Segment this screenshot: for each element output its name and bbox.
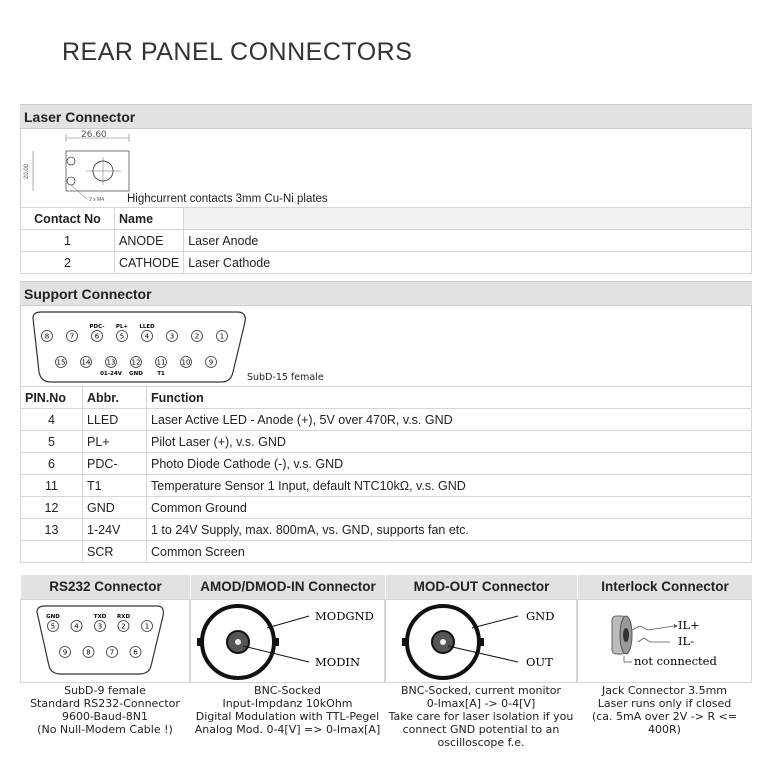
pin-number: 4 <box>144 332 150 341</box>
dim-hole-label: 2 x M4 <box>89 197 105 203</box>
pin-tag: TXD <box>93 614 107 620</box>
col-abbr: Abbr. <box>83 387 147 409</box>
modout-description: BNC-Socked, current monitor 0-Imax[A] -> 0-4[V] Take care for laser isolation if you connect GND potential to an oscilloscope f.e. <box>388 684 574 749</box>
pin-number: 3 <box>97 622 103 631</box>
bnc-modout-drawing <box>386 600 578 684</box>
pin-number: 6 <box>133 648 138 657</box>
support-pin-table <box>20 386 752 563</box>
table-row: 12 GND Common Ground <box>21 497 752 519</box>
amod-label-top: MODGND <box>315 609 374 623</box>
table-row: 6 PDC- Photo Diode Cathode (-), v.s. GND <box>21 453 752 475</box>
table-row: 11 T1 Temperature Sensor 1 Input, default NTC10kΩ, v.s. GND <box>21 475 752 497</box>
pin-number: 13 <box>106 358 116 367</box>
pin-tag: T1 <box>157 371 165 377</box>
col-pin-no: PIN.No <box>21 387 83 409</box>
laser-contacts-note: Highcurrent contacts 3mm Cu-Ni plates <box>127 193 328 205</box>
amod-heading: AMOD/DMOD-IN Connector <box>190 575 385 599</box>
col-contact-no: Contact No <box>21 208 115 230</box>
pin-number: 7 <box>109 648 115 657</box>
pin-number: 8 <box>44 332 50 341</box>
laser-contact-table <box>20 207 752 274</box>
rs232-heading: RS232 Connector <box>20 575 190 599</box>
pin-number: 15 <box>56 358 66 367</box>
subd15-label: SubD-15 female <box>247 372 324 383</box>
rs232-description: SubD-9 female Standard RS232-Connector 9600-Baud-8N1 (No Null-Modem Cable !) <box>30 684 180 736</box>
table-row: 13 1-24V 1 to 24V Supply, max. 800mA, vs. GND, supports fan etc. <box>21 519 752 541</box>
pin-tag: RXD <box>116 614 131 620</box>
jack-drawing <box>578 600 753 684</box>
pin-number: 2 <box>121 622 126 631</box>
dim-width-label: 26.60 <box>81 130 107 140</box>
interlock-diagram-box <box>577 599 752 683</box>
pin-tag: 01-24V <box>100 371 122 377</box>
pin-number: 1 <box>219 332 225 341</box>
modout-diagram-box <box>385 599 577 683</box>
laser-connector-diagram-box <box>20 128 752 208</box>
subd9-drawing <box>31 602 191 684</box>
pin-number: 12 <box>131 358 141 367</box>
pin-tag: PDC- <box>89 324 105 330</box>
interlock-description: Jack Connector 3.5mm Laser runs only if closed (ca. 5mA over 2V -> R <= 400R) <box>591 684 738 736</box>
amod-label-bottom: MODIN <box>315 655 361 669</box>
pin-tag: PL+ <box>115 324 129 330</box>
col-name: Name <box>115 208 184 230</box>
pin-number: 11 <box>156 358 166 367</box>
pin-number: 5 <box>119 332 125 341</box>
pin-number: 1 <box>144 622 150 631</box>
modout-label-bottom: OUT <box>526 655 553 669</box>
pin-number: 6 <box>94 332 100 341</box>
col-function: Function <box>147 387 752 409</box>
amod-description: BNC-Socked Input-Impdanz 10kOhm Digital Modulation with TTL-Pegel Analog Mod. 0-4[V] => 0-Imax[A] <box>194 684 381 736</box>
pin-number: 4 <box>74 622 79 631</box>
amod-diagram-box <box>190 599 385 683</box>
table-row: 2 CATHODE Laser Cathode <box>21 252 752 274</box>
interlock-label-nc: not connected <box>634 654 717 668</box>
table-row: 4 LLED Laser Active LED - Anode (+), 5V over 470R, v.s. GND <box>21 409 752 431</box>
pin-number: 5 <box>50 622 56 631</box>
page-title: REAR PANEL CONNECTORS <box>62 38 413 66</box>
table-row: 1 ANODE Laser Anode <box>21 230 752 252</box>
table-row: SCR Common Screen <box>21 541 752 563</box>
laser-connector-heading: Laser Connector <box>20 104 752 128</box>
interlock-label-il-plus: IL+ <box>678 618 700 632</box>
pin-number: 9 <box>62 648 68 657</box>
support-connector-diagram-box <box>20 305 752 387</box>
interlock-heading: Interlock Connector <box>577 575 752 599</box>
pin-tag: LLED <box>139 324 155 330</box>
pin-number: 8 <box>86 648 91 657</box>
modout-label-top: GND <box>526 609 555 623</box>
pin-number: 3 <box>169 332 175 341</box>
modout-heading: MOD-OUT Connector <box>385 575 577 599</box>
table-row: 5 PL+ Pilot Laser (+), v.s. GND <box>21 431 752 453</box>
interlock-label-il-minus: IL- <box>678 634 695 648</box>
bnc-amod-drawing <box>191 600 386 684</box>
pin-number: 10 <box>181 358 191 367</box>
pin-number: 14 <box>81 358 91 367</box>
support-connector-heading: Support Connector <box>20 281 752 305</box>
pin-tag: GND <box>46 614 60 620</box>
pin-number: 9 <box>208 358 214 367</box>
pin-number: 7 <box>69 332 75 341</box>
pin-tag: GND <box>129 371 143 377</box>
dim-height-label: 20.00 <box>24 163 30 179</box>
rs232-diagram-box <box>20 599 190 683</box>
pin-number: 2 <box>194 332 200 341</box>
subd15-drawing <box>25 308 265 388</box>
